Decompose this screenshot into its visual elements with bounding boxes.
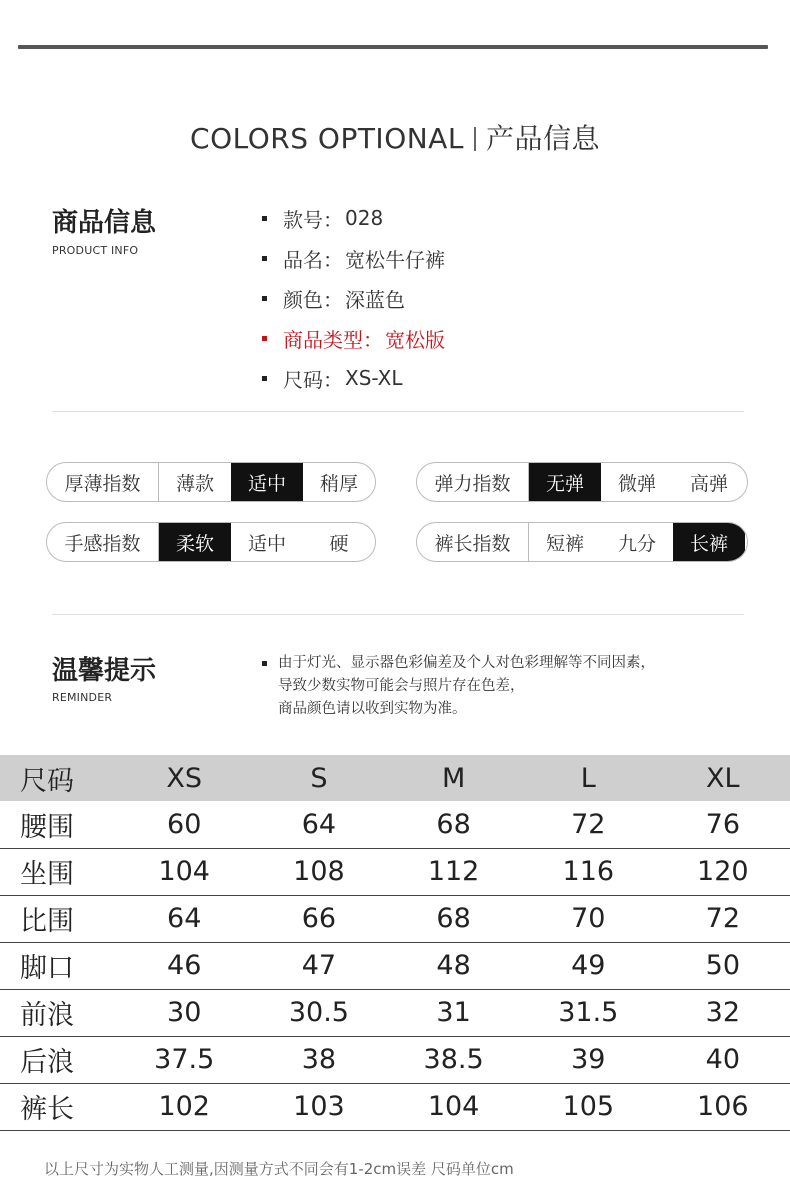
table-row [0,848,790,895]
table-row-label: 脚口 [20,953,74,984]
table-cell: 116 [562,856,615,887]
table-cell: 50 [705,950,740,981]
table-cell: 104 [158,856,210,887]
info-value: 深蓝色 [345,287,405,312]
table-cell: 105 [562,1091,615,1122]
table-cell: 37.5 [154,1044,215,1075]
info-value: 宽松牛仔裤 [345,247,445,272]
info-item-product-name [262,238,742,278]
table-cell: 103 [293,1091,345,1122]
table-header-cell: S [252,755,387,801]
info-value: 宽松版 [385,327,445,352]
reminder-text [262,652,742,721]
info-key: 品名： [283,247,343,272]
table-cell: 68 [436,808,471,840]
table-header-row [0,755,790,801]
table-cell: 68 [436,903,471,934]
table-row-label: 前浪 [20,1000,74,1031]
index-length [416,522,748,562]
table-cell: 76 [705,808,740,840]
bullet-icon [262,216,267,221]
table-cell: 31.5 [558,997,619,1028]
size-table [0,755,790,1131]
index-thickness [46,462,376,502]
index-label: 厚薄指数 [47,463,159,501]
table-row-label: 腰围 [20,811,74,843]
divider [52,411,744,412]
index-option: 高弹 [689,472,728,495]
table-cell: 30 [167,997,202,1028]
table-cell: 112 [427,856,480,887]
table-row [0,989,790,1036]
index-feel [46,522,376,562]
info-item-color [262,278,742,318]
table-cell: 46 [167,950,202,981]
table-cell: 48 [436,950,471,981]
product-info-title: 商品信息 [52,208,157,238]
info-value: 028 [345,206,384,230]
table-cell: 40 [705,1044,740,1075]
index-label: 手感指数 [47,523,159,561]
reminder-title: 温馨提示 [52,656,157,686]
table-cell: 102 [158,1091,210,1122]
table-row-label: 后浪 [20,1047,74,1078]
info-key: 尺码： [283,367,343,392]
reminder-line: 商品颜色请以收到实物为准。 [278,701,467,717]
index-elasticity [416,462,748,502]
table-row-label: 坐围 [20,859,74,890]
table-header-cell: M [386,755,521,801]
table-cell: 47 [301,950,337,981]
bullet-icon [262,376,267,381]
table-header-cell: XL [656,755,790,801]
info-key: 颜色： [283,287,343,312]
table-cell: 72 [705,903,740,934]
info-key: 款号： [283,207,343,232]
table-cell: 38 [301,1044,337,1075]
index-label: 裤长指数 [417,523,529,561]
table-cell: 64 [301,808,337,840]
index-option: 稍厚 [319,472,358,495]
heading-separator [474,127,476,151]
product-info-list [262,198,742,398]
index-option-selected: 无弹 [529,463,601,501]
table-header-cell: L [521,755,656,801]
table-header-cell: XS [117,755,252,801]
table-row-label: 裤长 [20,1094,74,1125]
reminder-line: 由于灯光、显示器色彩偏差及个人对色彩理解等不同因素， [262,652,742,675]
info-key: 商品类型： [283,327,383,352]
divider [52,614,744,615]
table-cell: 49 [571,950,606,981]
index-option: 短裤 [545,532,584,555]
table-cell: 64 [167,903,202,934]
table-row [0,1036,790,1083]
footnote: 以上尺寸为实物人工测量,因测量方式不同会有1-2cm误差 尺码单位cm [44,1160,514,1178]
table-cell: 70 [571,903,606,934]
table-cell: 108 [293,856,345,887]
table-cell: 120 [697,856,749,887]
table-cell: 39 [571,1044,606,1075]
index-option-selected: 柔软 [159,523,231,561]
table-cell: 66 [301,903,337,934]
table-row [0,1083,790,1130]
index-option: 九分 [617,532,656,555]
table-row [0,801,790,848]
table-row-label: 比围 [20,906,74,937]
info-value: XS-XL [345,366,403,390]
table-cell: 32 [705,997,740,1028]
index-option: 适中 [247,532,286,555]
top-rule [18,45,768,49]
product-info-subtitle: PRODUCT INFO [52,244,139,257]
table-cell: 30.5 [288,997,349,1028]
heading-cn: 产品信息 [485,122,600,155]
page-heading [0,117,790,157]
info-item-size [262,358,742,398]
table-cell: 106 [697,1091,749,1122]
index-option: 薄款 [175,472,214,495]
table-cell: 104 [427,1091,480,1122]
table-row [0,942,790,989]
table-cell: 38.5 [423,1044,484,1075]
table-cell: 60 [167,808,202,840]
index-option: 硬 [329,532,349,555]
info-item-product-type [262,318,742,358]
table-row [0,895,790,942]
table-header-cell: 尺码 [0,755,117,801]
table-cell: 72 [571,808,606,840]
bullet-icon [262,296,267,301]
heading-en: COLORS OPTIONAL [190,122,464,155]
reminder-line: 导致少数实物可能会与照片存在色差， [278,678,525,694]
info-item-style-no [262,198,742,238]
bullet-icon [262,256,267,261]
index-option: 微弹 [617,472,656,495]
table-cell: 31 [436,997,471,1028]
index-option-selected: 长裤 [673,523,745,561]
index-option-selected: 适中 [231,463,303,501]
reminder-subtitle: REMINDER [52,691,113,704]
bullet-icon [262,336,267,341]
index-label: 弹力指数 [417,463,529,501]
